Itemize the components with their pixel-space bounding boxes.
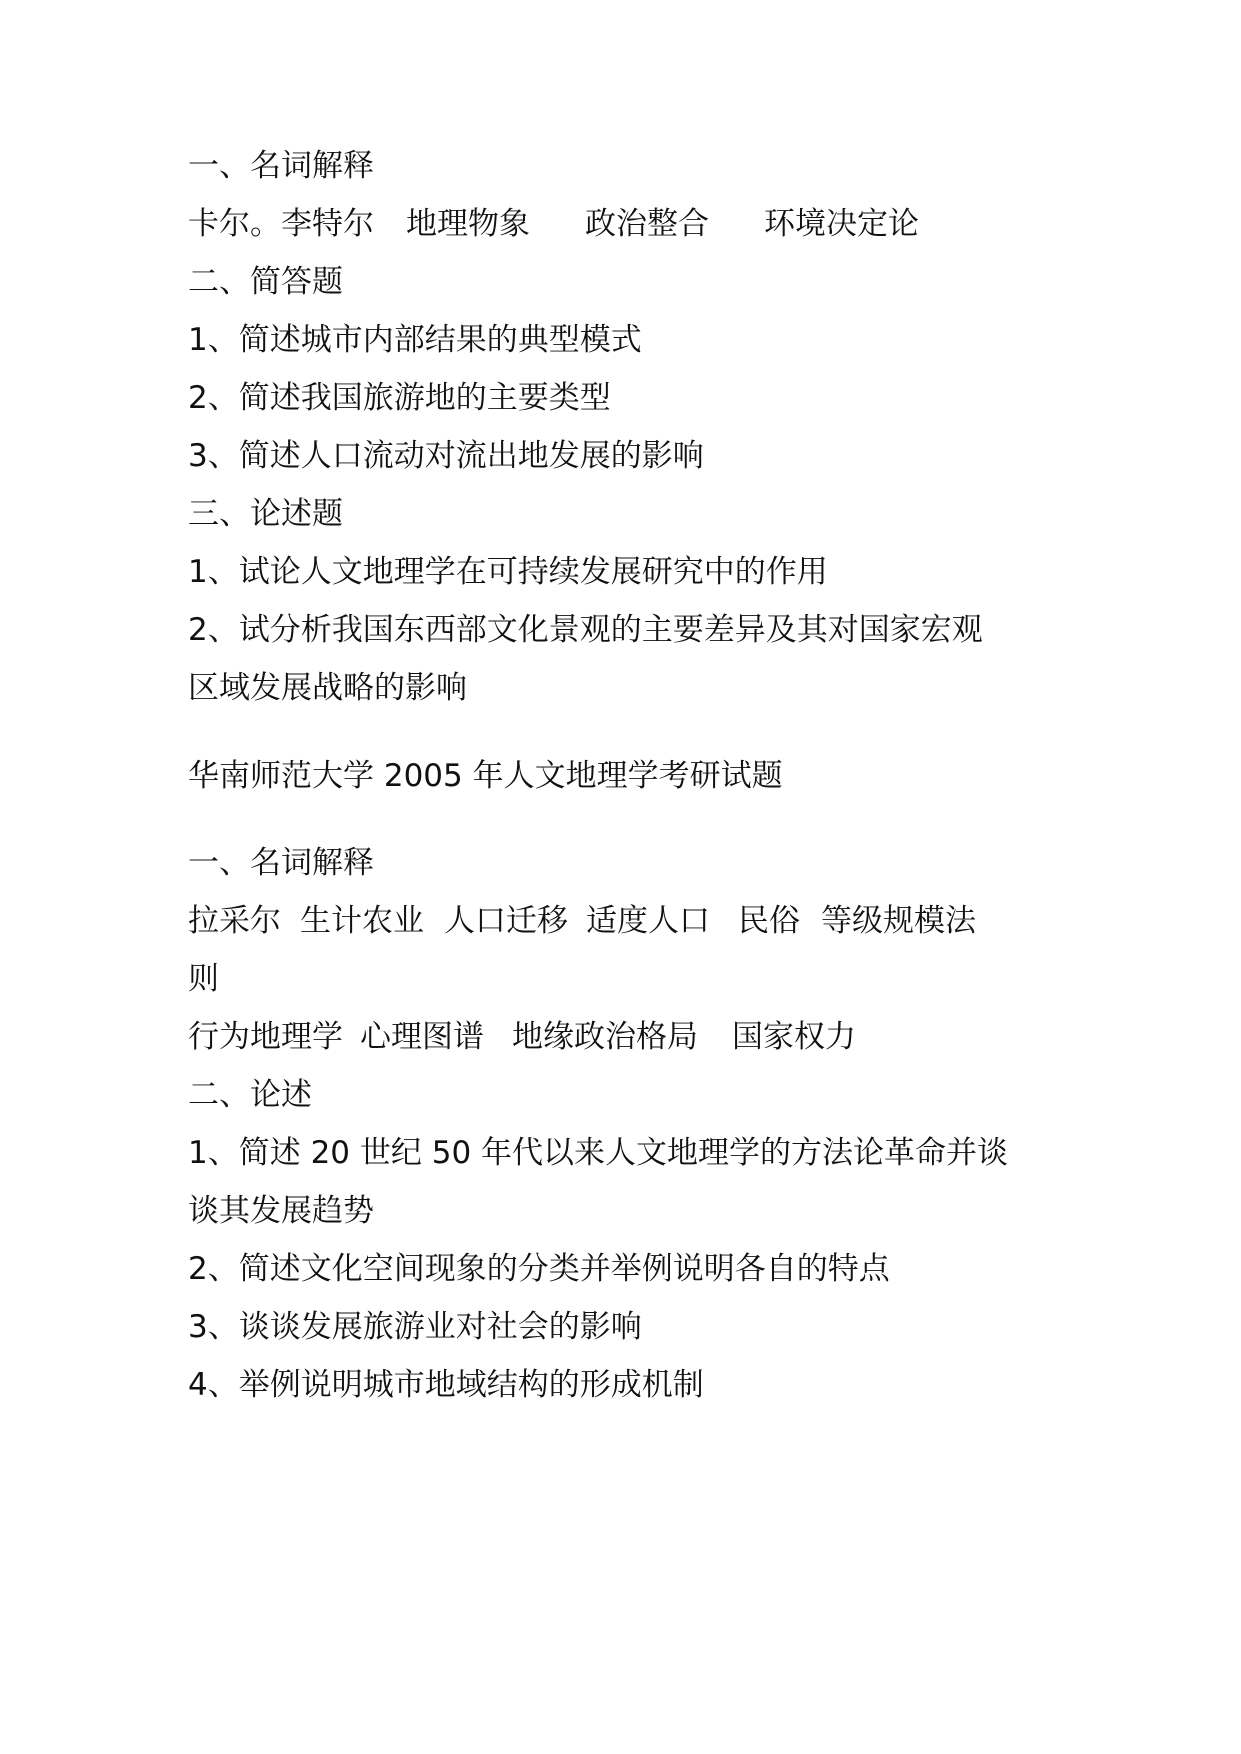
question-item: 3、谈谈发展旅游业对社会的影响 xyxy=(188,1309,642,1345)
term-item: 地理物象 xyxy=(406,206,530,242)
essay-heading: 二、论述 xyxy=(188,1077,312,1113)
question-item: 1、试论人文地理学在可持续发展研究中的作用 xyxy=(188,554,828,590)
term-item: 心理图谱 xyxy=(360,1019,484,1055)
term-item: 环境决定论 xyxy=(764,206,919,242)
term-item: 适度人口 xyxy=(586,903,710,939)
term-item: 民俗 xyxy=(738,903,800,939)
term-item: 地缘政治格局 xyxy=(512,1019,698,1055)
question-item: 3、简述人口流动对流出地发展的影响 xyxy=(188,438,704,474)
term-item: 拉采尔 xyxy=(188,903,281,939)
terms-heading: 一、名词解释 xyxy=(188,845,374,881)
term-item: 行为地理学 xyxy=(188,1019,343,1055)
term-item: 人口迁移 xyxy=(444,903,568,939)
term-item: 生计农业 xyxy=(300,903,424,939)
question-item: 2、试分析我国东西部文化景观的主要差异及其对国家宏观 xyxy=(188,612,983,648)
essay-heading: 三、论述题 xyxy=(188,496,343,532)
term-item-continued: 则 xyxy=(188,961,219,997)
question-item-continued: 谈其发展趋势 xyxy=(188,1193,374,1229)
question-item: 2、简述我国旅游地的主要类型 xyxy=(188,380,611,416)
question-item-continued: 区域发展战略的影响 xyxy=(188,670,467,706)
exam-title: 华南师范大学 2005 年人文地理学考研试题 xyxy=(188,758,783,794)
terms-heading: 一、名词解释 xyxy=(188,148,374,184)
question-item: 2、简述文化空间现象的分类并举例说明各自的特点 xyxy=(188,1251,890,1287)
question-item: 1、简述城市内部结果的典型模式 xyxy=(188,322,642,358)
question-item: 1、简述 20 世纪 50 年代以来人文地理学的方法论革命并谈 xyxy=(188,1135,1009,1171)
term-item: 卡尔。李特尔 xyxy=(188,206,374,242)
term-item: 政治整合 xyxy=(585,206,709,242)
question-item: 4、举例说明城市地域结构的形成机制 xyxy=(188,1367,704,1403)
short-answer-heading: 二、简答题 xyxy=(188,264,343,300)
term-item: 等级规模法 xyxy=(821,903,976,939)
term-item: 国家权力 xyxy=(732,1019,856,1055)
